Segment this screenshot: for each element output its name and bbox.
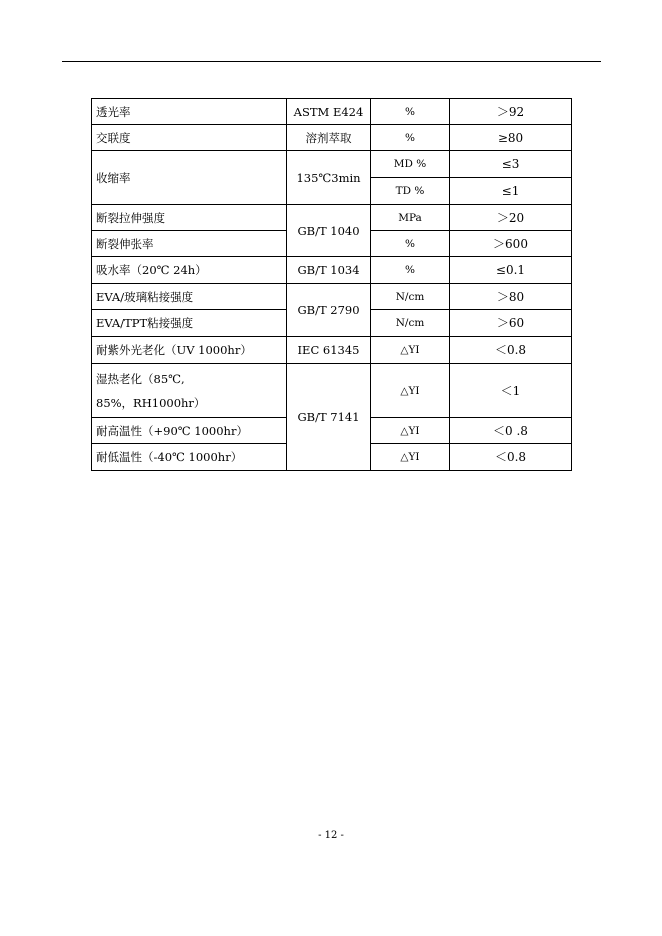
property-line: 85%，RH1000hr） bbox=[96, 395, 206, 410]
value-cell: ＞92 bbox=[450, 99, 572, 125]
table-row bbox=[92, 337, 572, 364]
method-cell: GB/T 1040 bbox=[287, 205, 371, 257]
unit-cell: % bbox=[371, 231, 450, 257]
property-cell: 耐低温性（-40℃ 1000hr） bbox=[92, 444, 287, 471]
unit-cell: % bbox=[371, 257, 450, 284]
method-cell: GB/T 2790 bbox=[287, 284, 371, 337]
value-cell: ＜1 bbox=[450, 364, 572, 418]
unit-cell: N/cm bbox=[371, 310, 450, 337]
table-row bbox=[92, 257, 572, 284]
table-row bbox=[92, 364, 572, 418]
method-cell: GB/T 1034 bbox=[287, 257, 371, 284]
method-cell: IEC 61345 bbox=[287, 337, 371, 364]
unit-cell: MD % bbox=[371, 151, 450, 178]
property-cell: EVA/TPT粘接强度 bbox=[92, 310, 287, 337]
unit-cell: MPa bbox=[371, 205, 450, 231]
property-cell: EVA/玻璃粘接强度 bbox=[92, 284, 287, 310]
unit-cell: △YI bbox=[371, 418, 450, 444]
value-cell: ＞20 bbox=[450, 205, 572, 231]
unit-cell: △YI bbox=[371, 364, 450, 418]
value-cell: ≤1 bbox=[450, 178, 572, 205]
table-row bbox=[92, 284, 572, 310]
spec-table bbox=[91, 98, 572, 471]
unit-cell: △YI bbox=[371, 337, 450, 364]
value-cell: ＜0 .8 bbox=[450, 418, 572, 444]
property-cell: 交联度 bbox=[92, 125, 287, 151]
value-cell: ≤0.1 bbox=[450, 257, 572, 284]
value-cell: ＜0.8 bbox=[450, 444, 572, 471]
value-cell: ＞600 bbox=[450, 231, 572, 257]
unit-cell: TD % bbox=[371, 178, 450, 205]
header-rule bbox=[62, 61, 601, 62]
page-number: - 12 - bbox=[318, 830, 344, 841]
property-line: 湿热老化（85℃, bbox=[96, 371, 185, 386]
property-cell: 收缩率 bbox=[92, 151, 287, 205]
table-row bbox=[92, 205, 572, 231]
property-cell: 断裂拉伸强度 bbox=[92, 205, 287, 231]
property-cell: 透光率 bbox=[92, 99, 287, 125]
property-cell: 吸水率（20℃ 24h） bbox=[92, 257, 287, 284]
method-cell: ASTM E424 bbox=[287, 99, 371, 125]
method-cell: 溶剂萃取 bbox=[287, 125, 371, 151]
table-row bbox=[92, 99, 572, 125]
table-row bbox=[92, 125, 572, 151]
unit-cell: % bbox=[371, 125, 450, 151]
value-cell: ≥80 bbox=[450, 125, 572, 151]
value-cell: ＜0.8 bbox=[450, 337, 572, 364]
unit-cell: % bbox=[371, 99, 450, 125]
property-cell bbox=[92, 364, 287, 418]
method-cell: GB/T 7141 bbox=[287, 364, 371, 471]
property-cell: 断裂伸张率 bbox=[92, 231, 287, 257]
property-cell: 耐高温性（+90℃ 1000hr） bbox=[92, 418, 287, 444]
property-cell: 耐紫外光老化（UV 1000hr） bbox=[92, 337, 287, 364]
value-cell: ≤3 bbox=[450, 151, 572, 178]
table-row bbox=[92, 151, 572, 178]
unit-cell: N/cm bbox=[371, 284, 450, 310]
value-cell: ＞60 bbox=[450, 310, 572, 337]
method-cell: 135℃3min bbox=[287, 151, 371, 205]
value-cell: ＞80 bbox=[450, 284, 572, 310]
unit-cell: △YI bbox=[371, 444, 450, 471]
